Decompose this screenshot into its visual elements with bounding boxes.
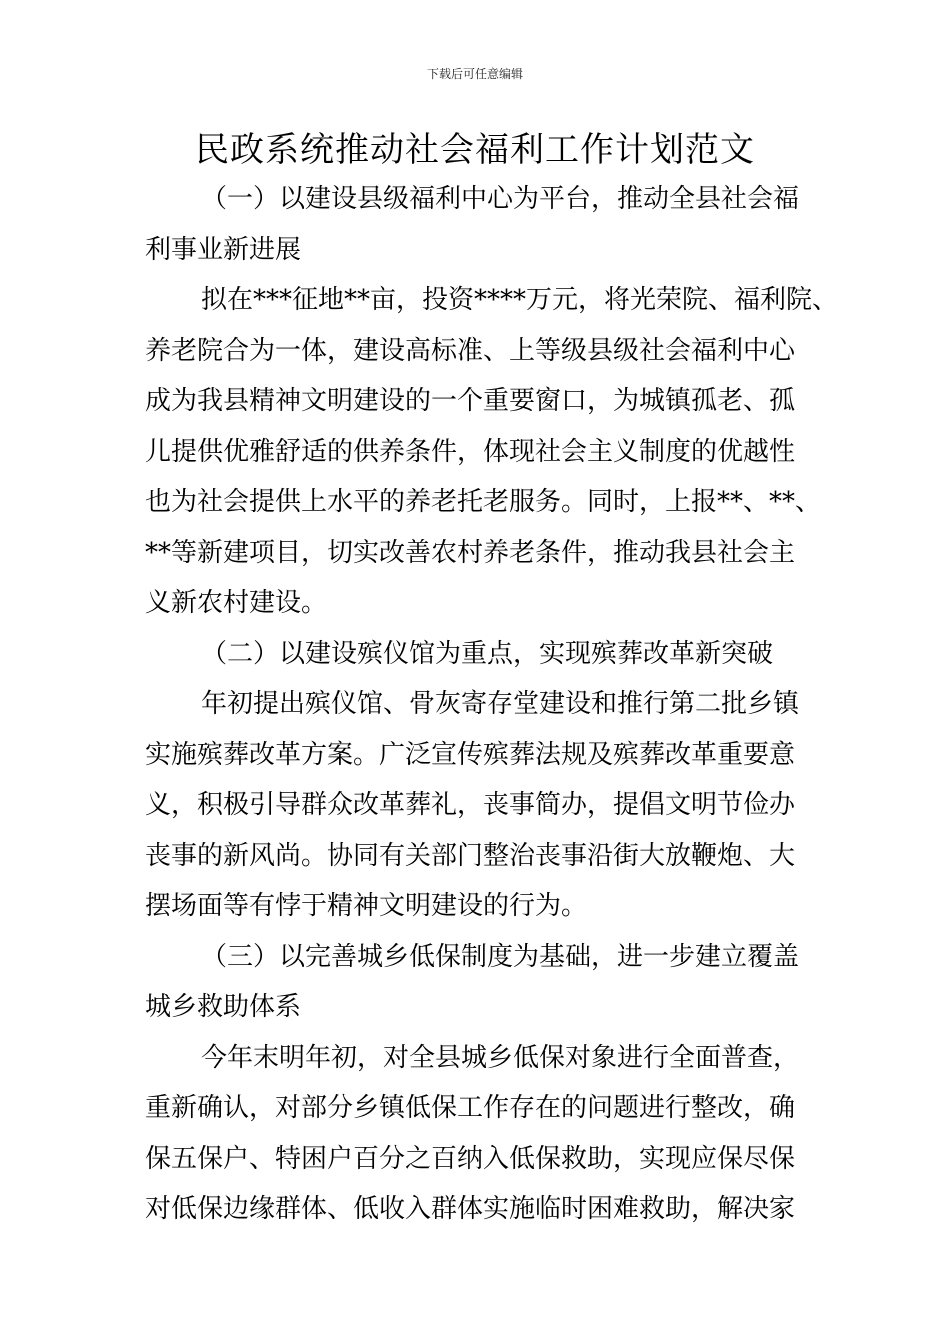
paragraph-line: 保五保户、特困户百分之百纳入低保救助，实现应保尽保 [145, 1143, 796, 1174]
section-3-heading [145, 932, 807, 1033]
paragraph-line: 也为社会提供上水平的养老托老服务。同时，上报**、**、 [145, 487, 822, 517]
paragraph-line: 儿提供优雅舒适的供养条件，体现社会主义制度的优越性 [145, 436, 796, 467]
document-body [145, 174, 839, 1235]
paragraph-line: 今年末明年初，对全县城乡低保对象进行全面普查， [201, 1042, 800, 1073]
paragraph-line: 实施殡葬改革方案。广泛宣传殡葬法规及殡葬改革重要意 [145, 739, 796, 770]
header-note: 下载后可任意编辑 [426, 67, 523, 81]
paragraph-line: 养老院合为一体，建设高标准、上等级县级社会福利中心 [145, 335, 796, 366]
heading-line: 利事业新进展 [145, 234, 302, 265]
paragraph-line: 义，积极引导群众改革葬礼，丧事简办，提倡文明节俭办 [145, 790, 796, 820]
document-title: 民政系统推动社会福利工作计划范文 [195, 130, 755, 170]
paragraph-line: **等新建项目，切实改善农村养老条件，推动我县社会主 [145, 537, 796, 568]
paragraph-line: 拟在***征地**亩，投资****万元，将光荣院、福利院、 [201, 285, 839, 315]
heading-line: 城乡救助体系 [145, 992, 302, 1022]
heading-line: （二）以建设殡仪馆为重点，实现殡葬改革新突破 [201, 638, 774, 669]
section-3-paragraph [145, 1033, 807, 1235]
paragraph-line: 丧事的新风尚。协同有关部门整治丧事沿街大放鞭炮、大 [145, 840, 796, 871]
section-2-heading [145, 629, 807, 680]
paragraph-line: 对低保边缘群体、低收入群体实施临时困难救助，解决家 [145, 1194, 796, 1224]
paragraph-line: 年初提出殡仪馆、骨灰寄存堂建设和推行第二批乡镇 [201, 689, 800, 719]
section-1-paragraph [145, 275, 839, 629]
heading-line: （三）以完善城乡低保制度为基础，进一步建立覆盖 [201, 941, 800, 972]
paragraph-line: 摆场面等有悖于精神文明建设的行为。 [145, 891, 588, 921]
paragraph-line: 义新农村建设。 [145, 588, 328, 618]
paragraph-line: 重新确认，对部分乡镇低保工作存在的问题进行整改，确 [145, 1093, 796, 1123]
section-2-paragraph [145, 679, 807, 932]
heading-line: （一）以建设县级福利中心为平台，推动全县社会福 [201, 184, 800, 214]
paragraph-line: 成为我县精神文明建设的一个重要窗口，为城镇孤老、孤 [145, 386, 796, 416]
section-1-heading [145, 174, 807, 275]
